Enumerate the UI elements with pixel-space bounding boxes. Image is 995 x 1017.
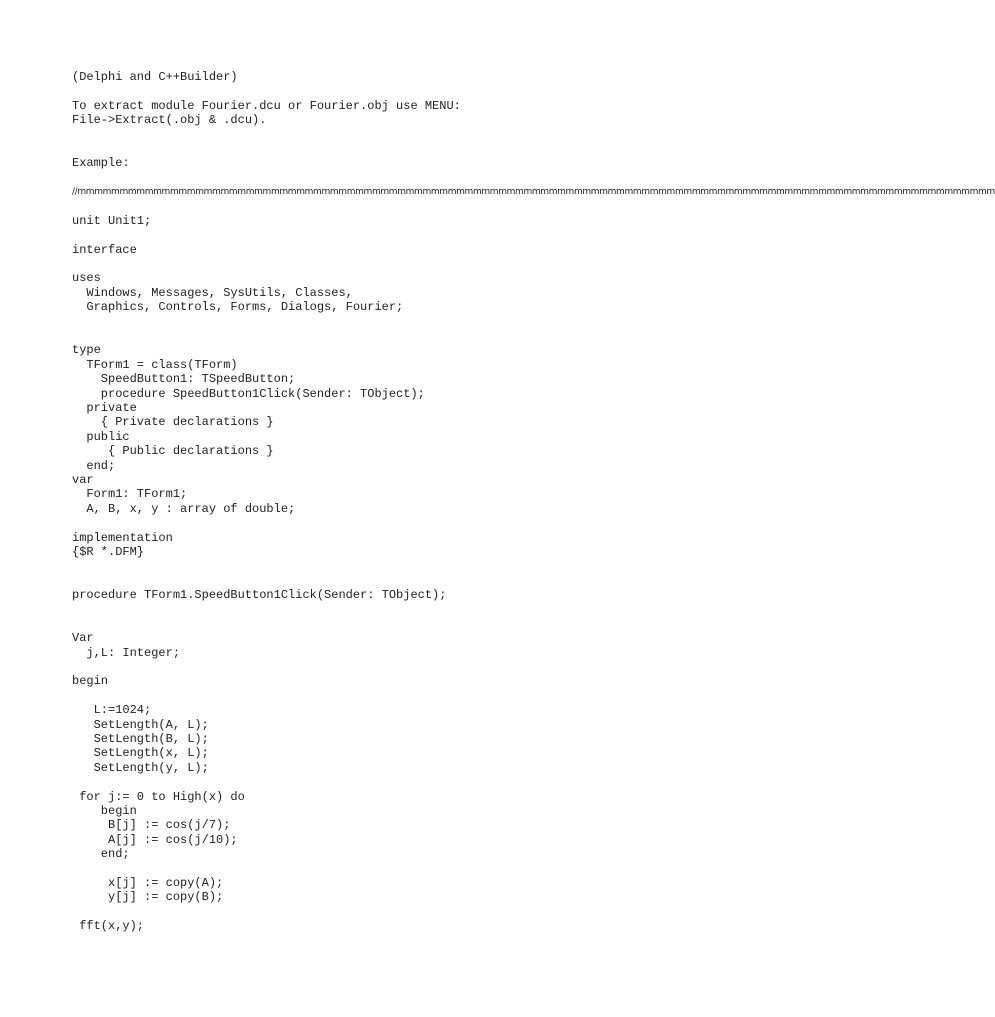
blank-line <box>72 128 692 142</box>
code-line: end; <box>72 847 130 862</box>
code-line: for j:= 0 to High(x) do <box>72 789 245 804</box>
code-line: fft(x,y); <box>72 919 145 934</box>
blank-line <box>72 315 692 329</box>
blank-line <box>72 574 692 588</box>
code-line: unit Unit1; <box>72 213 152 228</box>
text-line: (Delphi and C++Builder) <box>72 70 238 84</box>
code-line: var <box>72 472 94 487</box>
code-line: end; <box>72 458 116 473</box>
code-line: x[j] := copy(A); <box>72 875 224 890</box>
code-line: procedure SpeedButton1Click(Sender: TObject); <box>72 386 425 401</box>
code-line: begin <box>72 674 109 689</box>
code-line: uses <box>72 271 101 286</box>
blank-line <box>72 617 692 631</box>
code-line: { Private declarations } <box>72 415 274 430</box>
code-line: B[j] := cos(j/7); <box>72 818 231 833</box>
document-page <box>72 70 995 934</box>
code-line: j,L: Integer; <box>72 645 181 660</box>
example-heading: Example: <box>72 156 130 171</box>
blank-line <box>72 516 692 530</box>
blank-line <box>72 228 692 242</box>
code-line: type <box>72 343 101 358</box>
blank-line <box>72 171 692 185</box>
blank-line <box>72 775 692 789</box>
text-line: File->Extract(.obj & .dcu). <box>72 113 267 128</box>
blank-line <box>72 84 692 98</box>
code-line: SetLength(A, L); <box>72 717 209 732</box>
blank-line <box>72 602 692 616</box>
code-line: { Public declarations } <box>72 444 274 459</box>
code-line: SetLength(x, L); <box>72 746 209 761</box>
code-line: TForm1 = class(TForm) <box>72 357 238 372</box>
code-line: A, B, x, y : array of double; <box>72 501 296 516</box>
blank-line <box>72 905 692 919</box>
code-line: private <box>72 400 137 415</box>
comment-separator: //mmmmmmmmmmmmmmmmmmmmmmmmmmmmmmmmmmmmmmmmmmmmmmmmmmmmmmmmmmmmmmmmmmmmmmmmmmmmmmmmmmmmmmmmmmmmmmmmmmmmmmmmmmmmm <box>72 187 995 198</box>
code-line: begin <box>72 803 137 818</box>
code-line: procedure TForm1.SpeedButton1Click(Sender: TObject); <box>72 588 447 603</box>
code-line: A[j] := cos(j/10); <box>72 832 238 847</box>
code-line: interface <box>72 242 137 257</box>
blank-line <box>72 861 692 875</box>
code-line: SetLength(y, L); <box>72 760 209 775</box>
code-line: Form1: TForm1; <box>72 487 188 502</box>
blank-line <box>72 660 692 674</box>
code-line: SpeedButton1: TSpeedButton; <box>72 372 296 387</box>
code-line: public <box>72 429 130 444</box>
code-line: Var <box>72 631 94 646</box>
blank-line <box>72 689 692 703</box>
blank-line <box>72 142 692 156</box>
code-line: Windows, Messages, SysUtils, Classes, <box>72 285 353 300</box>
code-line: {$R *.DFM} <box>72 544 145 559</box>
blank-line <box>72 559 692 573</box>
blank-line <box>72 200 692 214</box>
code-line: L:=1024; <box>72 703 152 718</box>
text-line: To extract module Fourier.dcu or Fourier.obj use MENU: <box>72 98 461 113</box>
code-line: Graphics, Controls, Forms, Dialogs, Fourier; <box>72 300 404 315</box>
code-line: y[j] := copy(B); <box>72 890 224 905</box>
blank-line <box>72 257 692 271</box>
code-line: implementation <box>72 530 173 545</box>
code-line: SetLength(B, L); <box>72 731 209 746</box>
blank-line <box>72 329 692 343</box>
